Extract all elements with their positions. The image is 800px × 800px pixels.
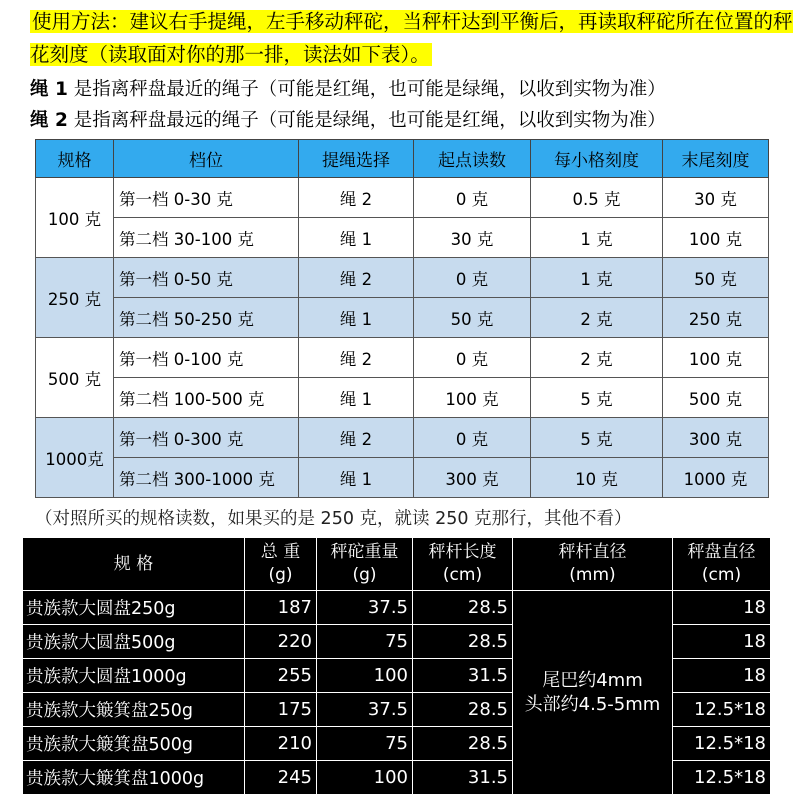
header-beam-length: 秤杆长度 (cm) <box>413 538 513 591</box>
rope-2-label: 绳 2 <box>30 110 68 131</box>
counter-cell: 37.5 <box>317 693 413 727</box>
pan-cell: 18 <box>673 625 771 659</box>
spec-cell: 1000克 <box>36 418 114 498</box>
rope-cell: 绳 1 <box>299 218 414 258</box>
model-cell: 贵族款大簸箕盘250g <box>23 693 245 727</box>
gear-cell: 第一档 0-100 克 <box>114 338 299 378</box>
end-cell: 250 克 <box>663 298 769 338</box>
model-cell: 贵族款大圆盘500g <box>23 625 245 659</box>
reading-table-header <box>36 140 769 178</box>
table-row <box>23 591 771 625</box>
model-cell: 贵族款大圆盘250g <box>23 591 245 625</box>
header-step: 每小格刻度 <box>531 140 663 178</box>
header-counterweight: 秤砣重量 (g) <box>317 538 413 591</box>
step-cell: 1 克 <box>531 258 663 298</box>
table-row <box>36 338 769 378</box>
rope-cell: 绳 2 <box>299 178 414 218</box>
pan-cell: 12.5*18 <box>673 693 771 727</box>
gear-cell: 第二档 30-100 克 <box>114 218 299 258</box>
reading-note: （对照所买的规格读数，如果买的是 250 克，就读 250 克那行，其他不看） <box>35 509 632 529</box>
header-rope: 提绳选择 <box>299 140 414 178</box>
gear-cell: 第一档 0-300 克 <box>114 418 299 458</box>
beam-diameter-cell: 尾巴约4mm 头部约4.5-5mm <box>513 591 673 795</box>
start-cell: 0 克 <box>414 418 531 458</box>
gear-cell: 第一档 0-30 克 <box>114 178 299 218</box>
table-row <box>36 418 769 458</box>
header-model: 规 格 <box>23 538 245 591</box>
spec-cell: 500 克 <box>36 338 114 418</box>
rope-cell: 绳 1 <box>299 298 414 338</box>
reading-table <box>35 139 769 498</box>
table-row <box>36 258 769 298</box>
counter-cell: 75 <box>317 625 413 659</box>
start-cell: 50 克 <box>414 298 531 338</box>
table-row <box>36 178 769 218</box>
header-total-weight: 总 重 (g) <box>245 538 317 591</box>
start-cell: 0 克 <box>414 338 531 378</box>
rope-1-label: 绳 1 <box>30 79 68 100</box>
length-cell: 31.5 <box>413 659 513 693</box>
counter-cell: 100 <box>317 761 413 795</box>
weight-cell: 255 <box>245 659 317 693</box>
header-beam-diameter: 秤杆直径 (mm) <box>513 538 673 591</box>
rope-1-text: 是指离秤盘最近的绳子（可能是红绳，也可能是绿绳，以收到实物为准） <box>73 79 666 100</box>
length-cell: 28.5 <box>413 693 513 727</box>
step-cell: 10 克 <box>531 458 663 498</box>
spec-cell: 250 克 <box>36 258 114 338</box>
rope-cell: 绳 2 <box>299 418 414 458</box>
rope-2-text: 是指离秤盘最远的绳子（可能是绿绳，也可能是红绳，以收到实物为准） <box>73 110 666 131</box>
start-cell: 0 克 <box>414 258 531 298</box>
counter-cell: 100 <box>317 659 413 693</box>
step-cell: 2 克 <box>531 298 663 338</box>
table-row <box>36 458 769 498</box>
rope-1-description <box>30 75 666 101</box>
step-cell: 2 克 <box>531 338 663 378</box>
pan-cell: 18 <box>673 659 771 693</box>
end-cell: 50 克 <box>663 258 769 298</box>
end-cell: 100 克 <box>663 338 769 378</box>
table-row <box>36 218 769 258</box>
end-cell: 300 克 <box>663 418 769 458</box>
table-row <box>36 298 769 338</box>
weight-cell: 245 <box>245 761 317 795</box>
start-cell: 300 克 <box>414 458 531 498</box>
model-cell: 贵族款大圆盘1000g <box>23 659 245 693</box>
model-cell: 贵族款大簸箕盘1000g <box>23 761 245 795</box>
header-start: 起点读数 <box>414 140 531 178</box>
step-cell: 5 克 <box>531 378 663 418</box>
start-cell: 30 克 <box>414 218 531 258</box>
end-cell: 100 克 <box>663 218 769 258</box>
length-cell: 28.5 <box>413 727 513 761</box>
spec-cell: 100 克 <box>36 178 114 258</box>
pan-cell: 18 <box>673 591 771 625</box>
end-cell: 1000 克 <box>663 458 769 498</box>
weight-cell: 220 <box>245 625 317 659</box>
spec-table <box>22 537 771 795</box>
length-cell: 28.5 <box>413 591 513 625</box>
weight-cell: 187 <box>245 591 317 625</box>
start-cell: 100 克 <box>414 378 531 418</box>
gear-cell: 第二档 50-250 克 <box>114 298 299 338</box>
header-pan-diameter: 秤盘直径 (cm) <box>673 538 771 591</box>
model-cell: 贵族款大簸箕盘500g <box>23 727 245 761</box>
start-cell: 0 克 <box>414 178 531 218</box>
step-cell: 5 克 <box>531 418 663 458</box>
header-spec: 规格 <box>36 140 114 178</box>
end-cell: 30 克 <box>663 178 769 218</box>
header-gear: 档位 <box>114 140 299 178</box>
step-cell: 1 克 <box>531 218 663 258</box>
usage-instructions <box>30 5 800 71</box>
intro-highlight: 使用方法：建议右手提绳，左手移动秤砣，当秤杆达到平衡后，再读取秤砣所在位置的秤花刻度（读取面对你的那一排，读法如下表）。 <box>30 10 793 66</box>
pan-cell: 12.5*18 <box>673 761 771 795</box>
counter-cell: 75 <box>317 727 413 761</box>
counter-cell: 37.5 <box>317 591 413 625</box>
rope-cell: 绳 1 <box>299 378 414 418</box>
length-cell: 28.5 <box>413 625 513 659</box>
gear-cell: 第一档 0-50 克 <box>114 258 299 298</box>
gear-cell: 第二档 100-500 克 <box>114 378 299 418</box>
step-cell: 0.5 克 <box>531 178 663 218</box>
rope-cell: 绳 1 <box>299 458 414 498</box>
header-end: 末尾刻度 <box>663 140 769 178</box>
weight-cell: 175 <box>245 693 317 727</box>
gear-cell: 第二档 300-1000 克 <box>114 458 299 498</box>
pan-cell: 12.5*18 <box>673 727 771 761</box>
length-cell: 31.5 <box>413 761 513 795</box>
rope-2-description <box>30 106 666 132</box>
table-row <box>36 378 769 418</box>
end-cell: 500 克 <box>663 378 769 418</box>
rope-cell: 绳 2 <box>299 338 414 378</box>
rope-cell: 绳 2 <box>299 258 414 298</box>
weight-cell: 210 <box>245 727 317 761</box>
spec-table-header <box>23 538 771 591</box>
